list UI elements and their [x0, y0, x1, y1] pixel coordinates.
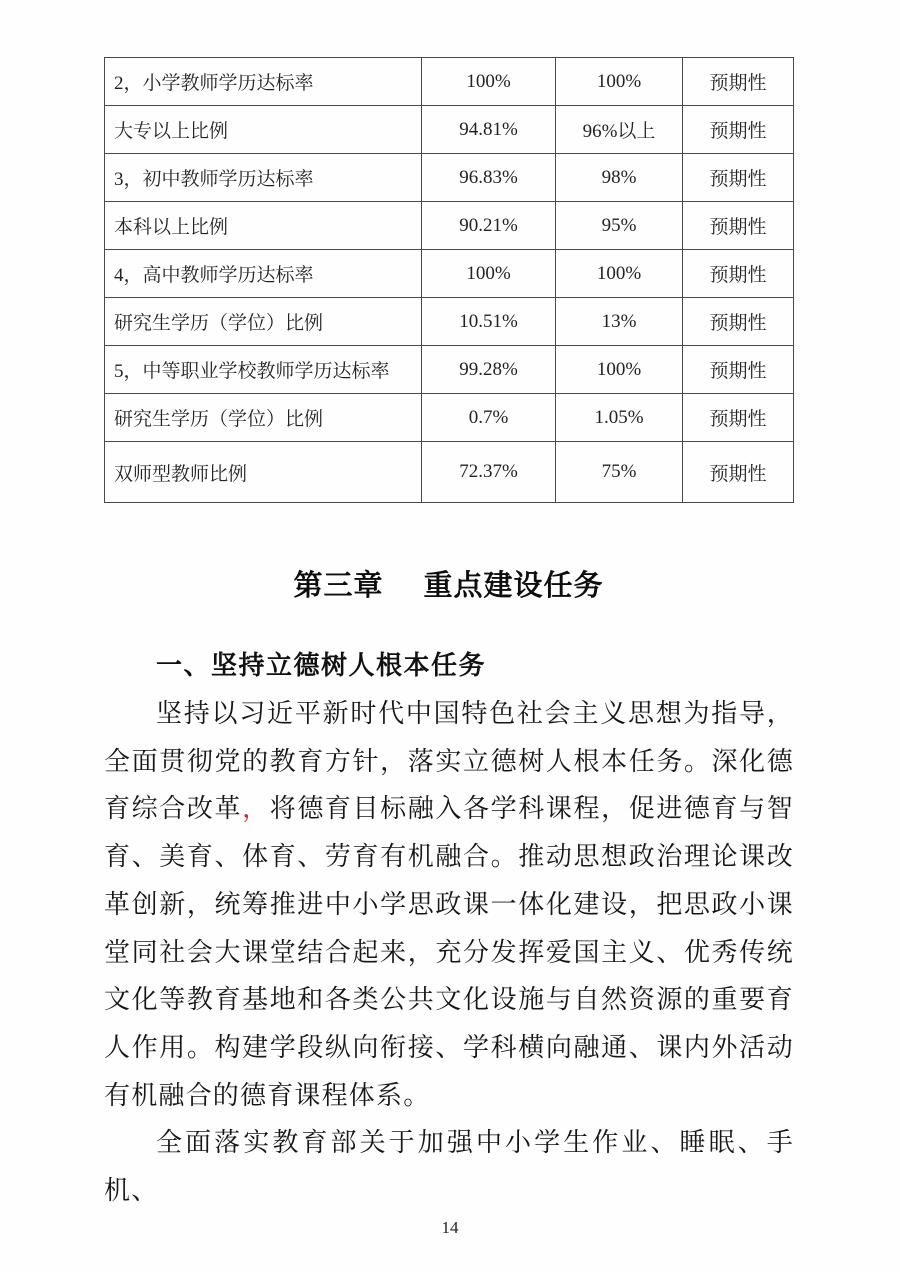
section-heading: 一、坚持立德树人根本任务	[156, 651, 487, 680]
target-value-cell: 100%	[556, 250, 683, 298]
table-row	[105, 154, 794, 202]
indicator-nature-cell: 预期性	[683, 346, 794, 394]
table-row	[105, 298, 794, 346]
indicator-name-cell: 4，高中教师学历达标率	[105, 250, 422, 298]
current-value-cell: 90.21%	[422, 202, 556, 250]
indicator-name-cell: 本科以上比例	[105, 202, 422, 250]
indicator-table	[104, 57, 794, 503]
target-value-cell: 96%以上	[556, 106, 683, 154]
current-value-cell: 100%	[422, 250, 556, 298]
target-value-cell: 75%	[556, 442, 683, 503]
table-row	[105, 58, 794, 106]
indicator-nature-cell: 预期性	[683, 202, 794, 250]
body-text	[104, 690, 794, 1215]
indicator-name-cell: 研究生学历（学位）比例	[105, 394, 422, 442]
page-number: 14	[441, 1218, 459, 1237]
paragraph-1-segment-1: 坚持以习近平新时代中国特色社会主义思想为指导，全面贯彻党的教育方针，落实立德树人根本任务。深化德育综合改革	[104, 699, 794, 824]
current-value-cell: 96.83%	[422, 154, 556, 202]
current-value-cell: 72.37%	[422, 442, 556, 503]
indicator-name-cell: 大专以上比例	[105, 106, 422, 154]
paragraph-1	[104, 690, 794, 1119]
table-row	[105, 442, 794, 503]
indicator-nature-cell: 预期性	[683, 442, 794, 503]
paragraph-1-segment-2: 将德育目标融入各学科课程，促进德育与智育、美育、体育、劳育有机融合。推动思想政治理论课改革创新，统筹推进中小学思政课一体化建设，把思政小课堂同社会大课堂结合起来，充分发挥爱国主义、优秀传统文化等教育基地和各类公共文化设施与自然资源的重要育人作用。构建学段纵向衔接、学科横向融通、课内外活动有机融合的德育课程体系。	[104, 794, 794, 1110]
paragraph-2: 全面落实教育部关于加强中小学生作业、睡眠、手机、	[104, 1128, 794, 1206]
chapter-number: 第三章	[293, 570, 384, 602]
current-value-cell: 0.7%	[422, 394, 556, 442]
indicator-name-cell: 研究生学历（学位）比例	[105, 298, 422, 346]
indicator-nature-cell: 预期性	[683, 298, 794, 346]
table-row	[105, 202, 794, 250]
indicator-name-cell: 3，初中教师学历达标率	[105, 154, 422, 202]
target-value-cell: 95%	[556, 202, 683, 250]
table-row	[105, 394, 794, 442]
indicator-name-cell: 双师型教师比例	[105, 442, 422, 503]
red-comma: ，	[242, 794, 270, 824]
target-value-cell: 100%	[556, 346, 683, 394]
chapter-title: 重点建设任务	[423, 570, 604, 602]
target-value-cell: 100%	[556, 58, 683, 106]
indicator-nature-cell: 预期性	[683, 106, 794, 154]
target-value-cell: 1.05%	[556, 394, 683, 442]
indicator-table-body	[105, 58, 794, 503]
target-value-cell: 98%	[556, 154, 683, 202]
table-row	[105, 106, 794, 154]
target-value-cell: 13%	[556, 298, 683, 346]
current-value-cell: 99.28%	[422, 346, 556, 394]
indicator-nature-cell: 预期性	[683, 250, 794, 298]
table-row	[105, 346, 794, 394]
chapter-heading	[104, 563, 793, 604]
indicator-name-cell: 2，小学教师学历达标率	[105, 58, 422, 106]
current-value-cell: 94.81%	[422, 106, 556, 154]
indicator-nature-cell: 预期性	[683, 394, 794, 442]
current-value-cell: 100%	[422, 58, 556, 106]
table-row	[105, 250, 794, 298]
current-value-cell: 10.51%	[422, 298, 556, 346]
indicator-name-cell: 5，中等职业学校教师学历达标率	[105, 346, 422, 394]
indicator-nature-cell: 预期性	[683, 58, 794, 106]
indicator-nature-cell: 预期性	[683, 154, 794, 202]
